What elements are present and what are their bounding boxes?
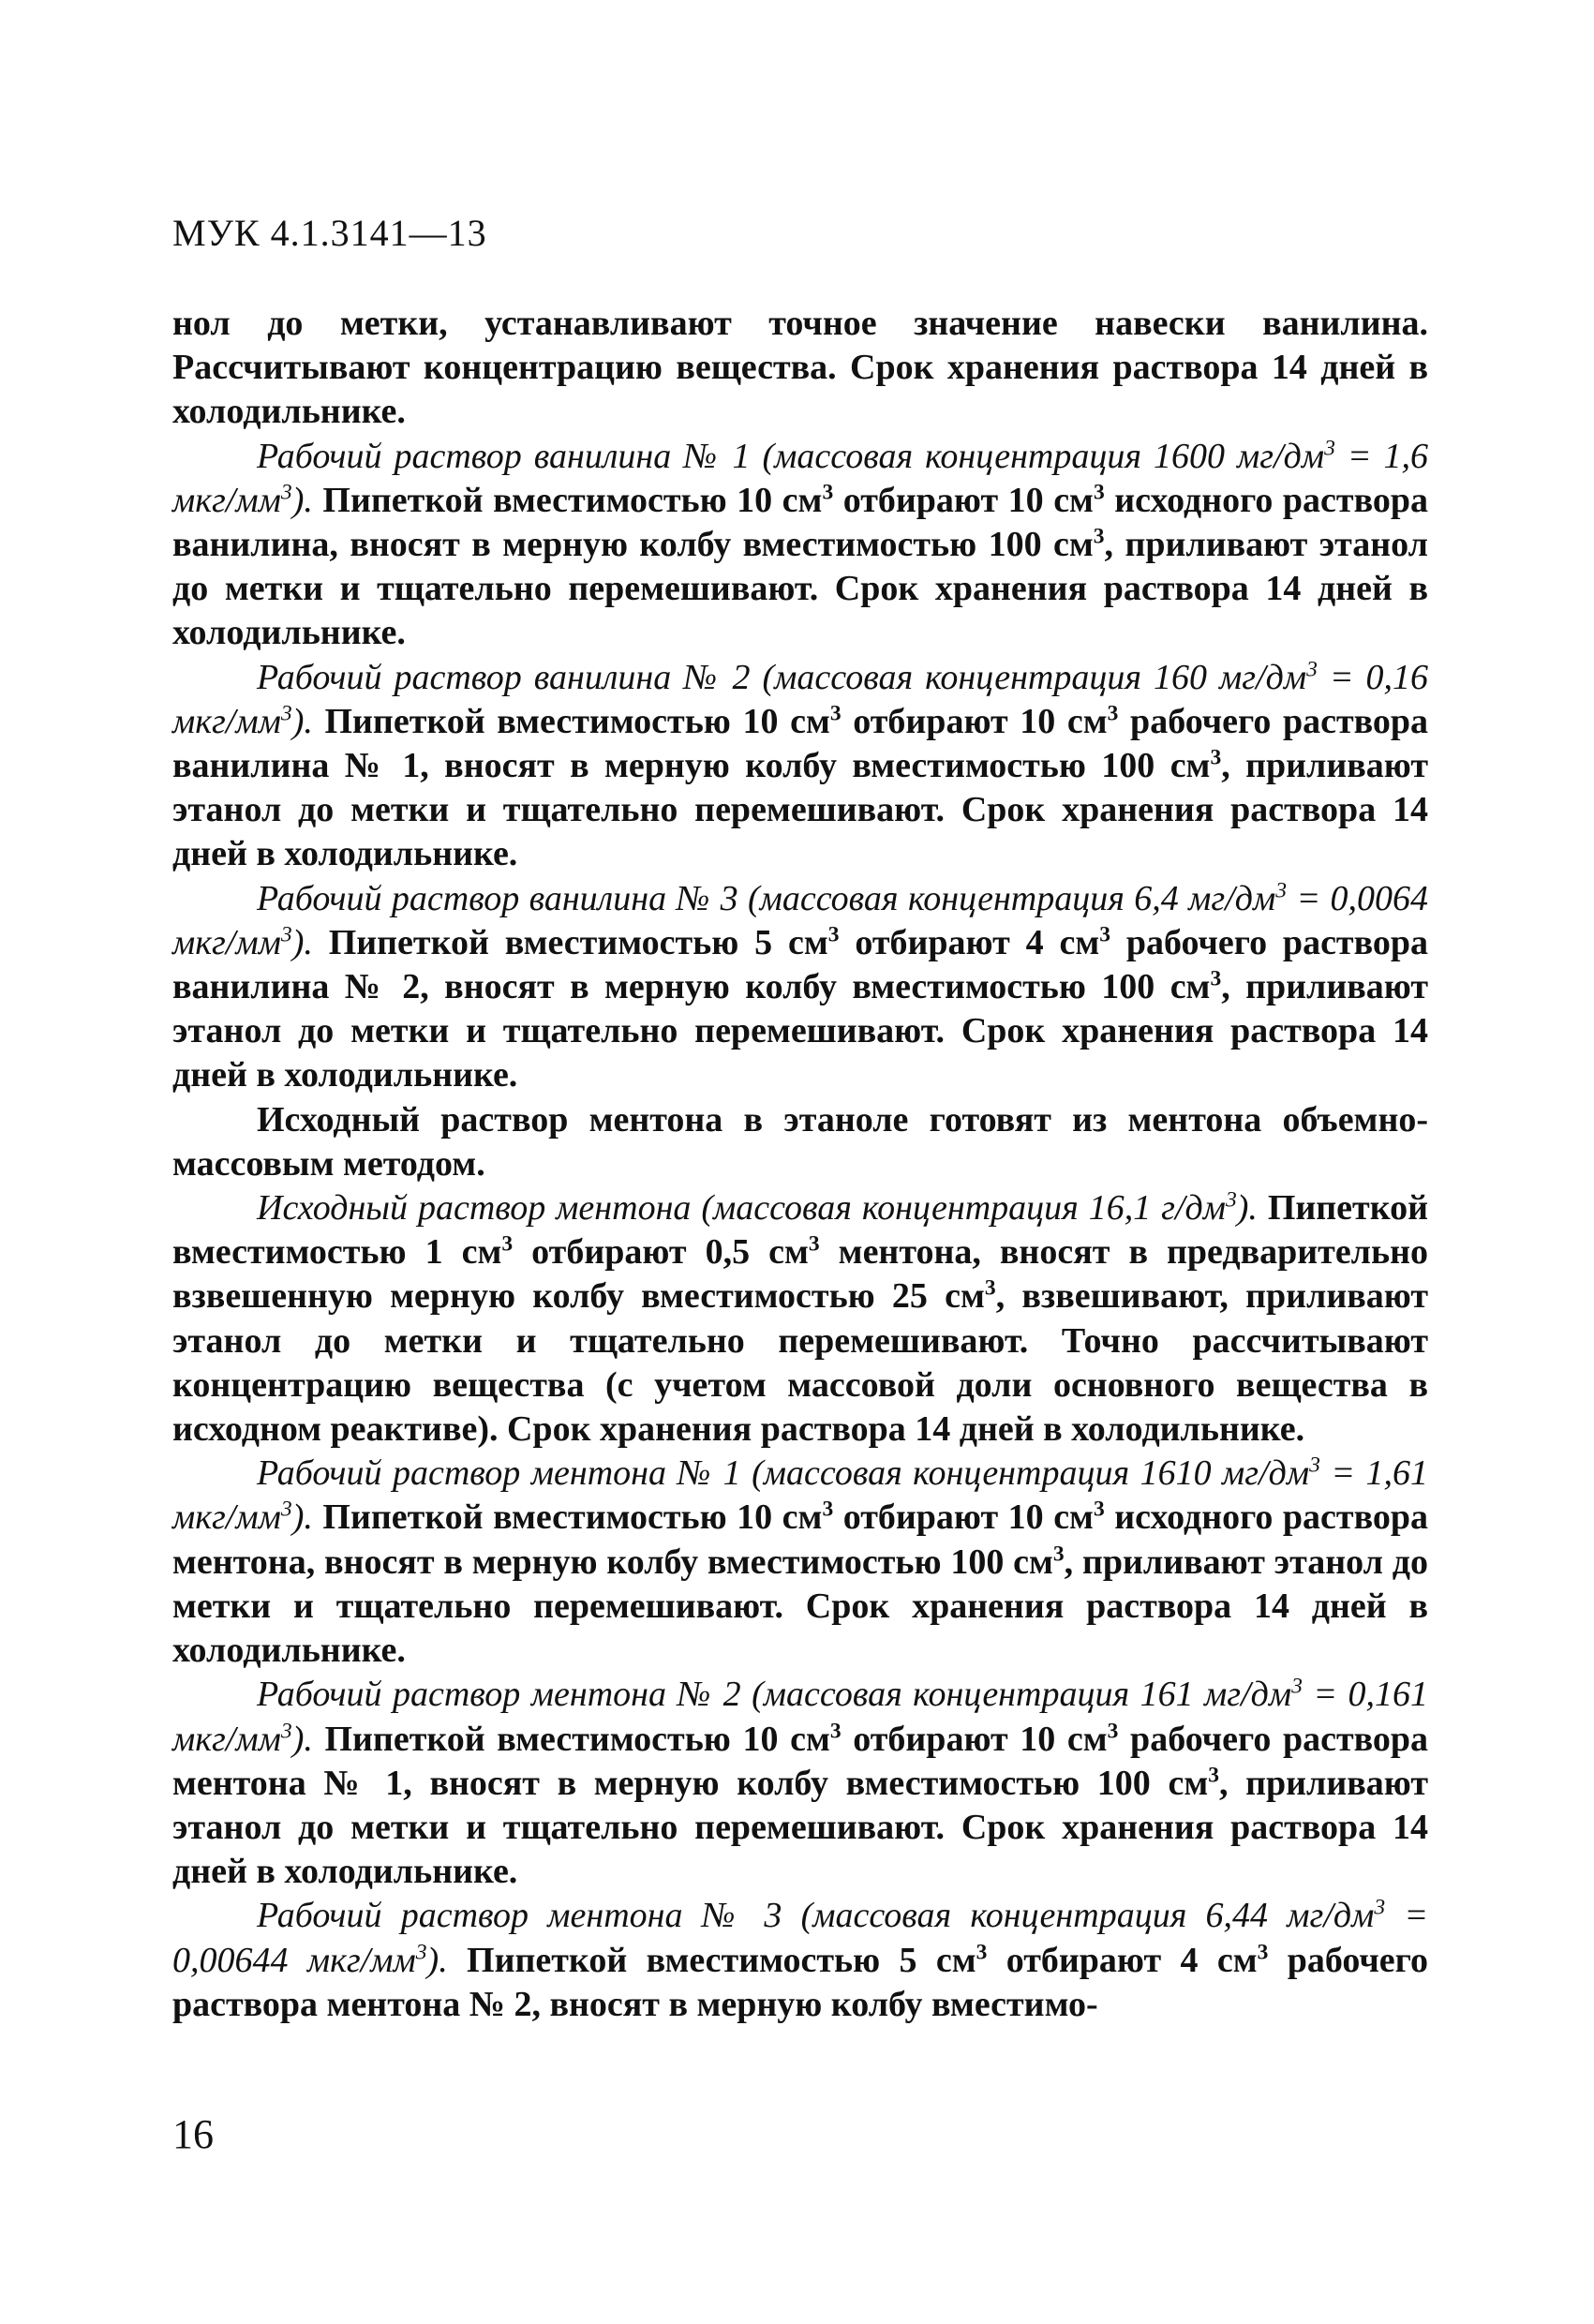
text-run: отбирают 4 см [987, 1940, 1258, 1980]
italic-run: ). [291, 1719, 313, 1759]
superscript: 3 [280, 1718, 292, 1743]
italic-run: ). [291, 1497, 313, 1538]
superscript: 3 [1093, 524, 1105, 549]
paragraph-vanillin-working-2 [172, 656, 1428, 877]
italic-run: Рабочий раствор ментона № 2 (массовая концентрация 161 мг/дм [257, 1675, 1292, 1715]
text-run: Пипеткой вместимостью 10 см [312, 1719, 830, 1759]
superscript: 3 [1099, 922, 1110, 947]
text-run: отбирают 10 см [833, 1497, 1094, 1538]
superscript: 3 [827, 922, 840, 947]
superscript: 3 [1093, 480, 1105, 505]
superscript: 3 [280, 480, 292, 505]
text-run: отбирают 10 см [841, 701, 1108, 741]
italic-run: ). [1236, 1188, 1258, 1229]
text-run: исходного раствора ментона, вносят в мерную колбу вместимостью 100 см [172, 1497, 1428, 1582]
superscript: 3 [1225, 1187, 1237, 1213]
superscript: 3 [1107, 701, 1119, 726]
text-run: Пипеткой вместимостью 10 см [312, 1497, 823, 1538]
text-run: Пипеткой вместимостью 5 см [312, 922, 828, 962]
text-run: рабочего раствора ментона № 1, вносят в мерную колбу вместимостью 100 см [172, 1719, 1429, 1803]
text-run: Пипеткой вместимостью 10 см [312, 701, 830, 741]
italic-run: = 0,00644 мкг/мм [172, 1896, 1428, 1980]
text-run: Пипеткой вместимостью 5 см [447, 1940, 976, 1980]
text-run: , приливают этанол до метки и тщательно перемешивают. Срок хранения раствора 14 дней в холодильнике. [172, 1542, 1428, 1671]
text-run: Пипеткой вместимостью 10 см [312, 480, 823, 520]
italic-run: Рабочий раствор ванилина № 2 (массовая концентрация 160 мг/дм [257, 657, 1307, 697]
superscript: 3 [1306, 656, 1318, 681]
superscript: 3 [280, 922, 292, 947]
italic-run: ). [291, 701, 313, 741]
text-run: отбирают 10 см [833, 480, 1094, 520]
text-run: отбирают 0,5 см [513, 1232, 809, 1273]
italic-run: = 0,0064 мкг/мм [172, 878, 1428, 962]
superscript: 3 [1374, 1895, 1386, 1920]
superscript: 3 [822, 480, 834, 505]
superscript: 3 [1093, 1497, 1105, 1522]
italic-run: = 0,161 мкг/мм [172, 1675, 1428, 1759]
paragraph-menthone-working-2 [172, 1673, 1428, 1894]
italic-run: Исходный раствор ментона (массовая концентрация 16,1 г/дм [257, 1188, 1226, 1229]
superscript: 3 [280, 1497, 292, 1522]
document-code-header: МУК 4.1.3141—13 [172, 212, 487, 254]
italic-run: Рабочий раствор ментона № 1 (массовая концентрация 1610 мг/дм [257, 1453, 1310, 1494]
superscript: 3 [280, 701, 292, 726]
paragraph-vanillin-working-3 [172, 877, 1428, 1098]
italic-run: Рабочий раствор ванилина № 1 (массовая концентрация 1600 мг/дм [257, 436, 1325, 476]
superscript: 3 [984, 1275, 996, 1301]
superscript: 3 [1052, 1542, 1065, 1567]
text-run: нол до метки, устанавливают точное значение навески ванилина. Рассчитывают концентрацию вещества. Срок хранения раствора 14 дней в холодильнике. [172, 304, 1428, 432]
superscript: 3 [1309, 1452, 1320, 1478]
text-run: отбирают 4 см [839, 922, 1100, 962]
italic-run: ). [291, 480, 313, 520]
italic-run: = 1,61 мкг/мм [172, 1453, 1428, 1538]
paragraph-menthone-intro [172, 1098, 1428, 1186]
superscript: 3 [1107, 1718, 1119, 1743]
superscript: 3 [976, 1939, 988, 1964]
paragraph-menthone-working-3 [172, 1894, 1428, 2027]
paragraph-menthone-stock [172, 1186, 1428, 1452]
paragraph-menthone-working-1 [172, 1452, 1428, 1673]
text-run: , приливают этанол до метки и тщательно перемешивают. Срок хранения раствора 14 дней в холодильнике. [172, 525, 1429, 653]
superscript: 3 [1291, 1674, 1303, 1699]
superscript: 3 [822, 1497, 834, 1522]
text-run: , взвешивают, приливают этанол до метки и тщательно перемешивают. Точно рассчитывают концентрацию вещества (с учетом массовой доли основного вещества в исходном реактиве). Срок хранения раствора 14 дней в холодильнике. [172, 1276, 1428, 1450]
text-run: Исходный раствор ментона в этаноле готовят из ментона объемно-массовым методом. [172, 1099, 1428, 1184]
italic-run: ). [426, 1940, 448, 1980]
superscript: 3 [1275, 877, 1288, 902]
superscript: 3 [1210, 745, 1222, 770]
superscript: 3 [415, 1939, 427, 1964]
superscript: 3 [808, 1231, 820, 1257]
text-run: рабочего раствора ванилина № 1, вносят в мерную колбу вместимостью 100 см [172, 701, 1429, 786]
paragraph-vanillin-working-1 [172, 435, 1428, 656]
italic-run: Рабочий раствор ванилина № 3 (массовая концентрация 6,4 мг/дм [257, 878, 1276, 918]
text-run: , приливают этанол до метки и тщательно перемешивают. Срок хранения раствора 14 дней в холодильнике. [172, 746, 1428, 874]
superscript: 3 [1257, 1939, 1269, 1964]
italic-run: = 0,16 мкг/мм [172, 657, 1428, 741]
superscript: 3 [829, 701, 842, 726]
superscript: 3 [1208, 1763, 1219, 1788]
superscript: 3 [501, 1231, 514, 1257]
italic-run: ). [291, 922, 313, 962]
italic-run: = 1,6 мкг/мм [172, 436, 1428, 520]
page-number: 16 [172, 2111, 214, 2157]
paragraph-0 [172, 302, 1428, 435]
superscript: 3 [829, 1718, 842, 1743]
text-run: , приливают этанол до метки и тщательно перемешивают. Срок хранения раствора 14 дней в холодильнике. [172, 1763, 1428, 1892]
text-run: Пипеткой вместимостью 1 см [172, 1188, 1429, 1273]
text-run: исходного раствора ванилина, вносят в мерную колбу вместимостью 100 см [172, 480, 1428, 565]
text-run: ментона, вносят в предварительно взвешенную мерную колбу вместимостью 25 см [172, 1232, 1428, 1317]
superscript: 3 [1210, 966, 1222, 991]
text-run: отбирают 10 см [841, 1719, 1108, 1759]
text-run: рабочего раствора ванилина № 2, вносят в мерную колбу вместимостью 100 см [172, 922, 1428, 1007]
italic-run: Рабочий раствор ментона № 3 (массовая концентрация 6,44 мг/дм [257, 1896, 1375, 1936]
text-run: , приливают этанол до метки и тщательно перемешивают. Срок хранения раствора 14 дней в холодильнике. [172, 967, 1428, 1095]
text-run: рабочего раствора ментона № 2, вносят в мерную колбу вместимо- [172, 1940, 1428, 2024]
document-body [172, 302, 1428, 2027]
superscript: 3 [1324, 435, 1335, 460]
